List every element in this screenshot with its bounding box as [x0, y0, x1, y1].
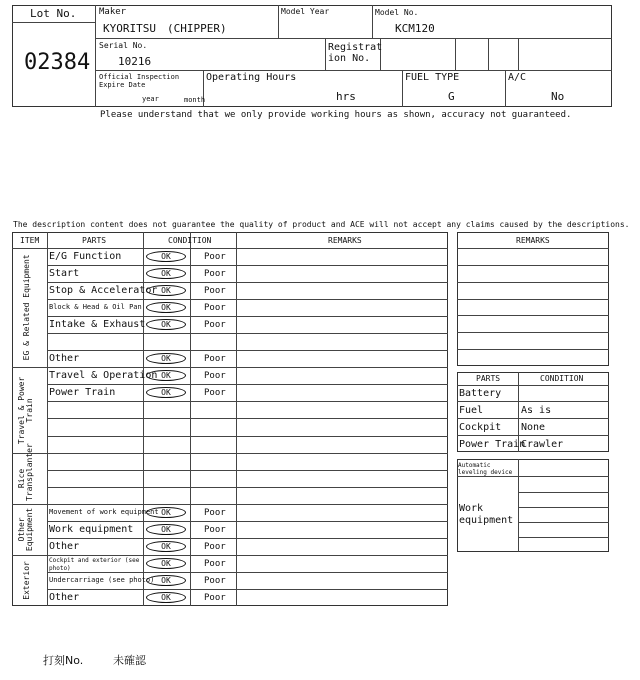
hours-unit: hrs: [336, 90, 356, 103]
condition-poor-label: Poor: [204, 541, 226, 552]
condition-ok-mark: OK: [146, 524, 186, 535]
status-value: 未確認: [113, 654, 146, 667]
part-label: Start: [49, 268, 80, 280]
condition-poor-label: Poor: [204, 388, 226, 399]
condition-ok-mark: OK: [146, 387, 186, 398]
remarks-header: REMARKS: [328, 236, 362, 245]
part-label: Travel & Operation: [49, 370, 158, 382]
condition-poor-label: Poor: [204, 558, 226, 569]
registration-label: Registrat ion No.: [328, 42, 383, 64]
condition-header: CONDITION: [168, 236, 212, 245]
condition-poor-label: Poor: [204, 507, 226, 518]
condition-ok-mark: OK: [146, 575, 186, 586]
part-label: Work equipment: [49, 523, 134, 535]
maker-label: Maker: [99, 7, 127, 17]
hours-label: Operating Hours: [206, 72, 297, 83]
condition-ok-mark: OK: [146, 319, 186, 330]
condition-poor-label: Poor: [204, 354, 226, 365]
condition-ok-mark: OK: [146, 558, 186, 569]
item-group-label: Exterior: [21, 561, 31, 600]
parts-row-power-train-condition: Crawler: [521, 439, 564, 450]
inspection-label: Official Inspection Expire Date: [99, 73, 180, 89]
condition-ok-mark: OK: [146, 251, 186, 262]
model-no-label: Model No.: [375, 8, 419, 17]
part-label: Stop & Accelerator: [49, 285, 158, 297]
parts-row-battery: Battery: [459, 388, 502, 399]
work-equipment-label: Work equipment: [459, 503, 514, 526]
condition-ok-mark: OK: [146, 541, 186, 552]
lot-label: Lot No.: [30, 7, 77, 20]
header-frame: [12, 5, 612, 107]
month-label: month: [184, 96, 206, 104]
parts-row-fuel: Fuel: [459, 405, 484, 416]
condition-poor-label: Poor: [204, 320, 226, 331]
lot-value: 02384: [24, 50, 91, 75]
fuel-value: G: [448, 90, 455, 103]
item-group-label: Travel & Power Train: [17, 376, 35, 444]
serial-value: 10216: [118, 55, 152, 68]
condition-ok-mark: OK: [146, 285, 186, 296]
part-label: Undercarriage (see photo): [49, 575, 155, 584]
condition-poor-label: Poor: [204, 371, 226, 382]
part-label: Movement of work equipment: [49, 507, 159, 516]
leveling-label: Automatic leveling device: [458, 462, 513, 476]
part-label: E/G Function: [49, 251, 122, 262]
parts-table-header-condition: CONDITION: [540, 374, 584, 383]
parts-row-fuel-condition: As is: [521, 405, 552, 416]
serial-label: Serial No.: [99, 41, 148, 50]
hours-note: Please understand that we only provide working hours as shown, accuracy not guaranteed.: [100, 110, 572, 120]
item-group-label: EG & Related Equipment: [21, 254, 31, 361]
item-header: ITEM: [20, 236, 40, 245]
item-group-label: Rice Transplanter: [17, 442, 35, 501]
parts-row-cockpit: Cockpit: [459, 422, 502, 433]
condition-poor-label: Poor: [204, 252, 226, 262]
condition-ok-mark: OK: [146, 507, 186, 518]
part-label: Power Train: [49, 387, 116, 399]
condition-ok-mark: OK: [146, 370, 186, 381]
part-label: Other: [49, 540, 80, 552]
condition-ok-mark: OK: [146, 353, 186, 364]
fuel-label: FUEL TYPE: [405, 72, 460, 83]
maker-value: KYORITSU (CHIPPER): [103, 22, 227, 35]
condition-ok-mark: OK: [146, 268, 186, 279]
parts-row-cockpit-condition: None: [521, 422, 546, 433]
condition-poor-label: Poor: [204, 269, 226, 280]
ac-label: A/C: [508, 72, 527, 83]
ac-value: No: [551, 90, 565, 103]
condition-poor-label: Poor: [204, 592, 226, 603]
model-no-value: KCM120: [395, 22, 435, 35]
year-label: year: [142, 95, 159, 103]
part-label: Intake & Exhaust: [49, 319, 146, 331]
part-label: Block & Head & Oil Pan: [49, 303, 142, 312]
condition-poor-label: Poor: [204, 286, 226, 297]
condition-ok-mark: OK: [146, 302, 186, 313]
stamp-label: 打刻No.: [43, 654, 84, 667]
condition-poor-label: Poor: [204, 575, 226, 586]
part-label: Other: [49, 353, 80, 365]
parts-table-header-parts: PARTS: [476, 374, 501, 383]
item-group-label: Other Equipment: [17, 507, 35, 551]
right-remarks-header: REMARKS: [516, 236, 550, 245]
parts-row-power-train: Power Train: [459, 439, 526, 450]
part-label: Cockpit and exterior (see photo): [49, 556, 140, 572]
parts-header: PARTS: [82, 236, 107, 245]
model-year-label: Model Year: [281, 7, 330, 16]
part-label: Other: [49, 591, 80, 603]
condition-poor-label: Poor: [204, 303, 226, 314]
condition-poor-label: Poor: [204, 524, 226, 535]
condition-ok-mark: OK: [146, 592, 186, 603]
disclaimer: The description content does not guarantee the quality of product and ACE will not accept any claims caused by the descriptions.: [13, 220, 630, 229]
